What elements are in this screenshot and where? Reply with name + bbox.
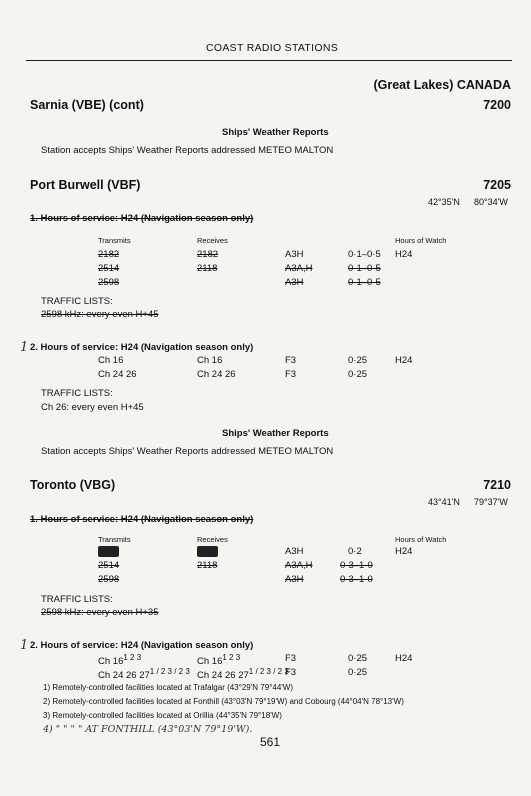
burwell-service-2-marker: 1 (20, 340, 29, 355)
toronto-s2-r2-rx (197, 667, 289, 681)
burwell-r1-mode: A3H (285, 249, 304, 260)
toronto-traffic-1-heading: TRAFFIC LISTS: (41, 594, 113, 605)
burwell-col-watch: Hours of Watch (395, 236, 447, 245)
burwell-r1-watch: H24 (395, 249, 413, 260)
toronto-s2-r1-tx-notes: 1 2 3 (123, 653, 142, 662)
burwell-r1-power: 0·1–0·5 (348, 249, 381, 260)
toronto-r1-rx: 2182 (197, 546, 219, 557)
burwell-s2-r2-power: 0·25 (348, 369, 368, 380)
burwell-title: Port Burwell (VBF) (30, 178, 141, 192)
toronto-s2-r1-tx-value: Ch 16 (98, 656, 124, 668)
burwell-traffic-2-heading: TRAFFIC LISTS: (41, 388, 113, 399)
toronto-traffic-1-text: 2598 kHz: every even H+35 (41, 607, 159, 618)
toronto-service-1-heading: 1. Hours of service: H24 (Navigation season only) (30, 514, 254, 525)
burwell-r2-mode: A3A,H (285, 263, 313, 274)
burwell-traffic-2-text: Ch 26: every even H+45 (41, 402, 144, 413)
burwell-service-2-heading: 2. Hours of service: H24 (Navigation season only) (30, 342, 254, 353)
burwell-s2-r1-power: 0·25 (348, 355, 368, 366)
burwell-s2-r1-mode: F3 (285, 355, 297, 366)
burwell-r2-rx: 2118 (197, 263, 218, 274)
toronto-col-receives: Receives (197, 535, 228, 544)
burwell-r2-tx: 2514 (98, 263, 120, 274)
sarnia-number: 7200 (483, 98, 511, 112)
toronto-r2-power: 0·3–1·0 (340, 560, 373, 571)
burwell-traffic-1-text: 2598 kHz: every even H+45 (41, 309, 159, 320)
toronto-s2-r2-tx-value: Ch 24 26 27 (98, 670, 150, 682)
page-number: 561 (260, 735, 281, 749)
toronto-r2-mode: A3A,H (285, 560, 313, 571)
burwell-s2-r2-tx: Ch 24 26 (98, 369, 137, 380)
toronto-s2-r2-mode: F3 (285, 667, 297, 678)
burwell-lon: 80°34'W (474, 197, 508, 207)
burwell-r3-power: 0·1–0·5 (348, 277, 381, 288)
toronto-lat: 43°41'N (428, 497, 460, 507)
toronto-note-2: 2) Remotely-controlled facilities located at Fonthill (43°03'N 79°19'W) and Cobourg (44°04'N 78°13'W) (43, 697, 404, 706)
toronto-r2-tx: 2514 (98, 560, 120, 571)
toronto-title: Toronto (VBG) (30, 478, 116, 492)
burwell-s2-r1-watch: H24 (395, 355, 413, 366)
burwell-traffic-1-heading: TRAFFIC LISTS: (41, 296, 113, 307)
toronto-note-1: 1) Remotely-controlled facilities located at Trafalgar (43°29'N 79°44'W) (43, 683, 294, 692)
burwell-s2-r2-mode: F3 (285, 369, 297, 380)
toronto-s2-r2-tx (98, 667, 190, 681)
burwell-r2-power: 0·1–0·5 (348, 263, 381, 274)
toronto-s2-r1-rx-value: Ch 16 (197, 656, 223, 668)
toronto-lon: 79°37'W (474, 497, 508, 507)
burwell-s2-r2-rx: Ch 24 26 (197, 369, 236, 380)
toronto-r3-power: 0·3–1·0 (340, 574, 373, 585)
burwell-col-receives: Receives (197, 236, 228, 245)
toronto-r3-tx: 2598 (98, 574, 120, 585)
toronto-s2-r1-rx (197, 653, 240, 667)
running-title: COAST RADIO STATIONS (206, 42, 339, 54)
toronto-s2-r2-tx-notes: 1 / 2 3 / 2 3 (149, 667, 190, 676)
toronto-r1-mode: A3H (285, 546, 304, 557)
toronto-note-3: 3) Remotely-controlled facilities located at Orillia (44°35'N 79°18'W) (43, 711, 282, 720)
burwell-r1-tx: 2182 (98, 249, 120, 260)
burwell-s2-r1-tx: Ch 16 (98, 355, 124, 366)
toronto-s2-r2-rx-notes: 1 / 2 3 / 2 3 (248, 667, 289, 676)
burwell-service-1-heading: 1. Hours of service: H24 (Navigation season only) (30, 213, 254, 224)
toronto-col-watch: Hours of Watch (395, 535, 447, 544)
toronto-s2-r1-watch: H24 (395, 653, 413, 664)
toronto-number: 7210 (483, 478, 511, 492)
toronto-service-2-marker: 1 (20, 638, 29, 653)
sarnia-weather-heading: Ships' Weather Reports (222, 127, 329, 138)
sarnia-title: Sarnia (VBE) (cont) (30, 98, 144, 112)
toronto-r2-rx: 2118 (197, 560, 218, 571)
burwell-r1-rx: 2182 (197, 249, 219, 260)
burwell-s2-r1-rx: Ch 16 (197, 355, 223, 366)
toronto-s2-r2-rx-value: Ch 24 26 27 (197, 670, 249, 682)
burwell-number: 7205 (483, 178, 511, 192)
header-rule (26, 60, 512, 61)
toronto-s2-r1-tx (98, 653, 141, 667)
burwell-weather-heading: Ships' Weather Reports (222, 428, 329, 439)
sarnia-weather-text: Station accepts Ships' Weather Reports addressed METEO MALTON (41, 145, 334, 156)
burwell-r3-tx: 2598 (98, 277, 120, 288)
toronto-r1-tx: 2182 (98, 546, 120, 557)
burwell-lat: 42°35'N (428, 197, 460, 207)
toronto-s2-r2-power: 0·25 (348, 667, 368, 678)
toronto-r1-watch: H24 (395, 546, 413, 557)
toronto-service-2-heading: 2. Hours of service: H24 (Navigation season only) (30, 640, 254, 651)
burwell-weather-text: Station accepts Ships' Weather Reports addressed METEO MALTON (41, 446, 334, 457)
toronto-handwritten-note: 4) " " " " AT FONTHILL (43°03'N 79°19'W). (43, 724, 253, 735)
toronto-r1-power: 0·2 (348, 546, 362, 557)
toronto-s2-r1-rx-notes: 1 2 3 (222, 653, 241, 662)
burwell-r3-mode: A3H (285, 277, 304, 288)
toronto-r3-mode: A3H (285, 574, 304, 585)
toronto-s2-r1-power: 0·25 (348, 653, 368, 664)
toronto-col-transmits: Transmits (98, 535, 131, 544)
region-heading: (Great Lakes) CANADA (373, 78, 511, 92)
toronto-s2-r1-mode: F3 (285, 653, 297, 664)
burwell-col-transmits: Transmits (98, 236, 131, 245)
